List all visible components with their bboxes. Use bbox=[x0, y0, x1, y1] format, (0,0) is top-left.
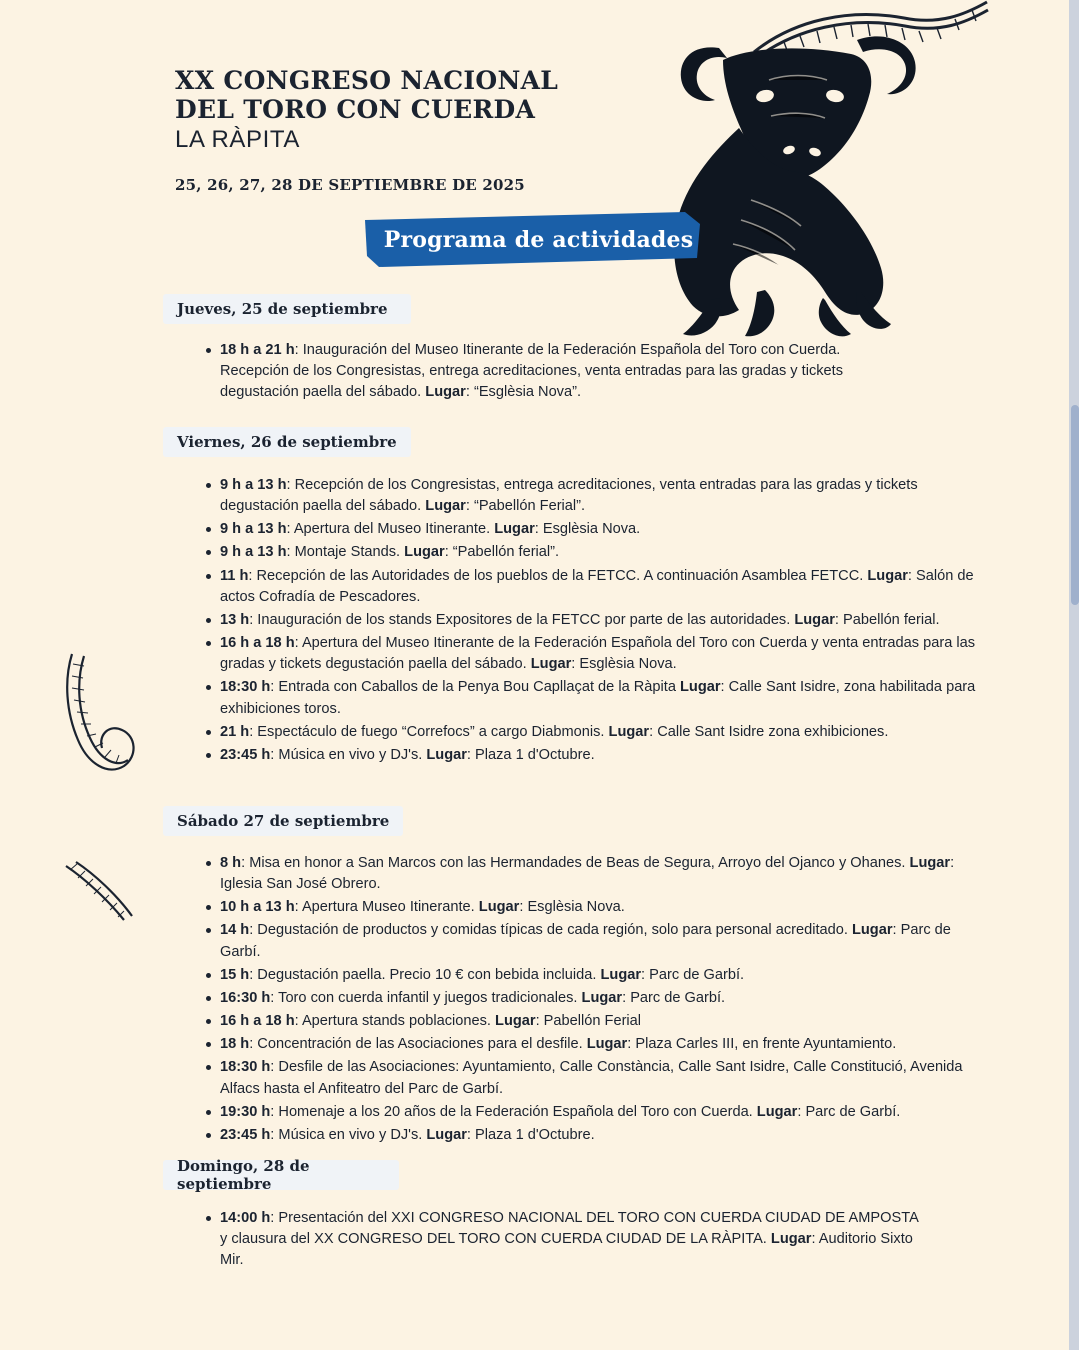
page-title-line1: XX CONGRESO NACIONAL bbox=[175, 66, 559, 95]
day-heading-saturday: Sábado 27 de septiembre bbox=[163, 806, 403, 836]
page-title-location: LA RÀPITA bbox=[175, 126, 301, 153]
list-item: 15 h: Degustación paella. Precio 10 € con bebida incluida. Lugar: Parc de Garbí. bbox=[208, 965, 978, 986]
list-item: 16:30 h: Toro con cuerda infantil y juegos tradicionales. Lugar: Parc de Garbí. bbox=[208, 988, 978, 1009]
list-item: 19:30 h: Homenaje a los 20 años de la Federación Española del Toro con Cuerda. Lugar: Parc de Garbí. bbox=[208, 1102, 978, 1123]
list-item: 14:00 h: Presentación del XXI CONGRESO NACIONAL DEL TORO CON CUERDA CIUDAD DE AMPOSTA y clausura del XX CONGRESO DEL TORO CON CUERDA CIUDAD DE LA RÀPITA. Lugar: Auditorio Sixto Mir. bbox=[208, 1208, 928, 1271]
list-item: 18 h: Concentración de las Asociaciones para el desfile. Lugar: Plaza Carles III, en frente Ayuntamiento. bbox=[208, 1034, 978, 1055]
list-item: 16 h a 18 h: Apertura stands poblaciones. Lugar: Pabellón Ferial bbox=[208, 1011, 978, 1032]
scrollbar-track[interactable] bbox=[1069, 0, 1079, 1350]
rope-decoration-icon bbox=[58, 650, 148, 790]
list-item: 9 h a 13 h: Apertura del Museo Itinerante. Lugar: Esglèsia Nova. bbox=[208, 519, 978, 540]
rope-decoration-2-icon bbox=[62, 860, 140, 928]
schedule-list-saturday bbox=[178, 853, 978, 1148]
day-heading-thursday: Jueves, 25 de septiembre bbox=[163, 294, 411, 324]
list-item: 23:45 h: Música en vivo y DJ's. Lugar: Plaza 1 d'Octubre. bbox=[208, 1125, 978, 1146]
list-item: 8 h: Misa en honor a San Marcos con las Hermandades de Beas de Segura, Arroyo del Ojanco y Ohanes. Lugar: Iglesia San José Obrero. bbox=[208, 853, 978, 895]
day-heading-sunday: Domingo, 28 de septiembre bbox=[163, 1160, 399, 1190]
list-item: 18 h a 21 h: Inauguración del Museo Itinerante de la Federación Española del Toro con Cuerda. Recepción de los Congresistas, entrega acreditaciones, venta entradas para las gradas y tickets degustación paella del sábado. Lugar: “Esglèsia Nova”. bbox=[208, 340, 908, 403]
list-item: 9 h a 13 h: Recepción de los Congresistas, entrega acreditaciones, venta entradas para las gradas y tickets degustación paella del sábado. Lugar: “Pabellón Ferial”. bbox=[208, 475, 978, 517]
list-item: 16 h a 18 h: Apertura del Museo Itinerante de la Federación Española del Toro con Cuerda y venta entradas para las gradas y tickets degustación paella del sábado. Lugar: Esglèsia Nova. bbox=[208, 633, 978, 675]
event-dates: 25, 26, 27, 28 DE SEPTIEMBRE DE 2025 bbox=[175, 176, 525, 194]
list-item: 14 h: Degustación de productos y comidas típicas de cada región, solo para personal acreditado. Lugar: Parc de Garbí. bbox=[208, 920, 978, 962]
list-item: 11 h: Recepción de las Autoridades de los pueblos de la FETCC. A continuación Asamblea FETCC. Lugar: Salón de actos Cofradía de Pescadores. bbox=[208, 566, 978, 608]
list-item: 23:45 h: Música en vivo y DJ's. Lugar: Plaza 1 d'Octubre. bbox=[208, 745, 978, 766]
schedule-list-friday bbox=[178, 475, 978, 768]
schedule-list-thursday bbox=[178, 340, 908, 405]
list-item: 10 h a 13 h: Apertura Museo Itinerante. Lugar: Esglèsia Nova. bbox=[208, 897, 978, 918]
poster-header bbox=[175, 66, 735, 194]
schedule-list-sunday bbox=[178, 1208, 928, 1273]
list-item: 13 h: Inauguración de los stands Expositores de la FETCC por parte de las autoridades. Lugar: Pabellón ferial. bbox=[208, 610, 978, 631]
page-title-line2: DEL TORO CON CUERDA bbox=[175, 95, 536, 124]
day-heading-friday: Viernes, 26 de septiembre bbox=[163, 427, 411, 457]
program-banner-label: Programa de actividades bbox=[383, 226, 694, 253]
scrollbar-thumb[interactable] bbox=[1071, 405, 1079, 605]
list-item: 9 h a 13 h: Montaje Stands. Lugar: “Pabellón ferial”. bbox=[208, 542, 978, 563]
program-banner bbox=[365, 212, 700, 267]
list-item: 18:30 h: Desfile de las Asociaciones: Ayuntamiento, Calle Constància, Calle Sant Isidre, Calle Constitució, Avenida Alfacs hasta el Anfiteatro del Parc de Garbí. bbox=[208, 1057, 978, 1099]
list-item: 21 h: Espectáculo de fuego “Correfocs” a cargo Diabmonis. Lugar: Calle Sant Isidre zona exhibiciones. bbox=[208, 722, 978, 743]
list-item: 18:30 h: Entrada con Caballos de la Penya Bou Capllaçat de la Ràpita Lugar: Calle Sant Isidre, zona habilitada para exhibiciones toros. bbox=[208, 677, 978, 719]
